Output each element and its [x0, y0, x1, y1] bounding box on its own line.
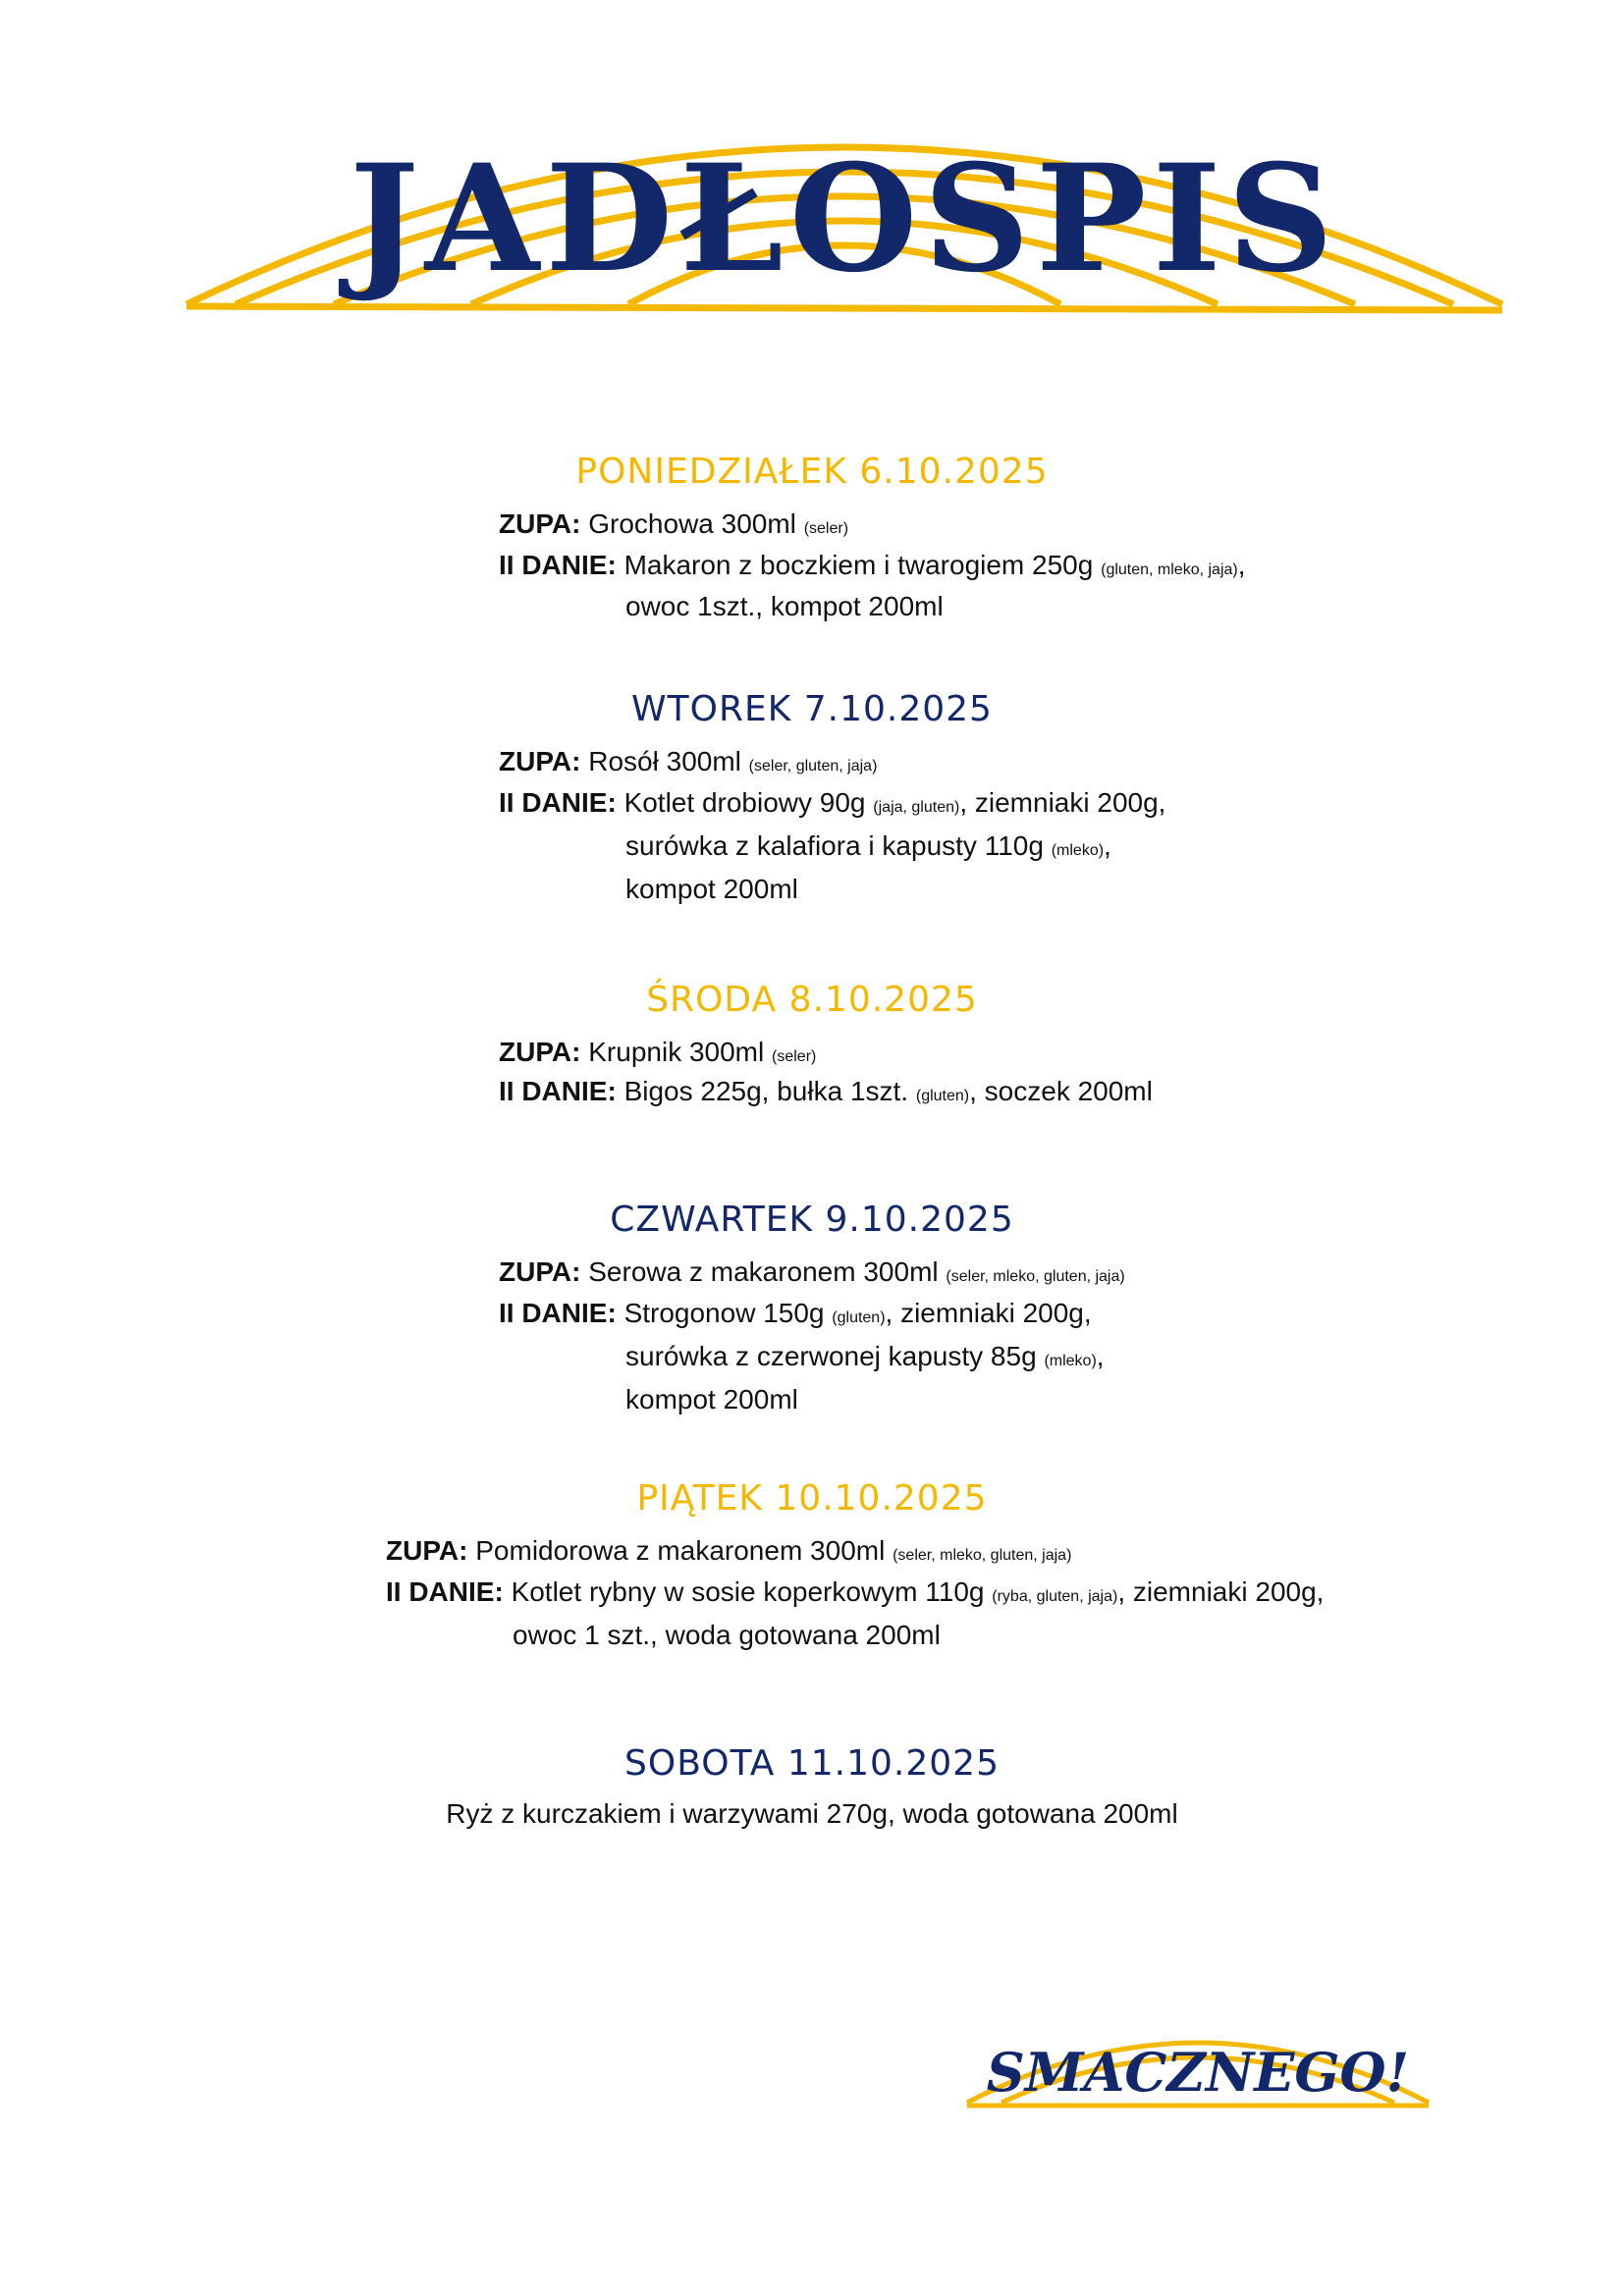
soup-line-wednesday: ZUPA: Krupnik 300ml (seler) — [499, 1037, 817, 1067]
main-line-monday-2: owoc 1szt., kompot 200ml — [625, 591, 944, 621]
soup-line-thursday: ZUPA: Serowa z makaronem 300ml (seler, mleko, gluten, jaja) — [499, 1256, 1125, 1287]
saturday-meal: Ryż z kurczakiem i warzywami 270g, woda gotowana 200ml — [446, 1798, 1178, 1829]
day-title-saturday: SOBOTA 11.10.2025 — [624, 1743, 1000, 1784]
day-title-monday: PONIEDZIAŁEK 6.10.2025 — [575, 452, 1049, 492]
main-line-tuesday-2: surówka z kalafiora i kapusty 110g (mleko), — [625, 830, 1111, 861]
day-title-friday: PIĄTEK 10.10.2025 — [636, 1478, 988, 1519]
soup-line-monday: ZUPA: Grochowa 300ml (seler) — [499, 508, 849, 539]
main-line-wednesday-1: II DANIE: Bigos 225g, bułka 1szt. (gluten), soczek 200ml — [499, 1076, 1153, 1106]
main-line-thursday-1: II DANIE: Strogonow 150g (gluten), ziemniaki 200g, — [499, 1298, 1092, 1328]
footer-logo — [962, 2012, 1434, 2110]
day-title-thursday: CZWARTEK 9.10.2025 — [610, 1200, 1014, 1240]
footer-text: SMACZNEGO! — [986, 2041, 1410, 2104]
soup-line-tuesday: ZUPA: Rosół 300ml (seler, gluten, jaja) — [499, 746, 878, 776]
header-title: JADŁOSPIS — [349, 133, 1340, 305]
soup-line-friday: ZUPA: Pomidorowa z makaronem 300ml (seler, mleko, gluten, jaja) — [386, 1535, 1072, 1566]
day-title-tuesday: WTOREK 7.10.2025 — [631, 689, 993, 729]
main-line-tuesday-3: kompot 200ml — [625, 874, 798, 904]
header-logo — [177, 79, 1512, 314]
day-title-wednesday: ŚRODA 8.10.2025 — [646, 980, 978, 1020]
main-line-thursday-2: surówka z czerwonej kapusty 85g (mleko), — [625, 1341, 1105, 1371]
main-line-friday-1: II DANIE: Kotlet rybny w sosie koperkowym 110g (ryba, gluten, jaja), ziemniaki 200g, — [386, 1576, 1325, 1607]
main-line-tuesday-1: II DANIE: Kotlet drobiowy 90g (jaja, gluten), ziemniaki 200g, — [499, 787, 1166, 818]
main-line-friday-2: owoc 1 szt., woda gotowana 200ml — [513, 1620, 941, 1650]
main-line-monday-1: II DANIE: Makaron z boczkiem i twarogiem 250g (gluten, mleko, jaja), — [499, 550, 1246, 580]
main-line-thursday-3: kompot 200ml — [625, 1384, 798, 1415]
